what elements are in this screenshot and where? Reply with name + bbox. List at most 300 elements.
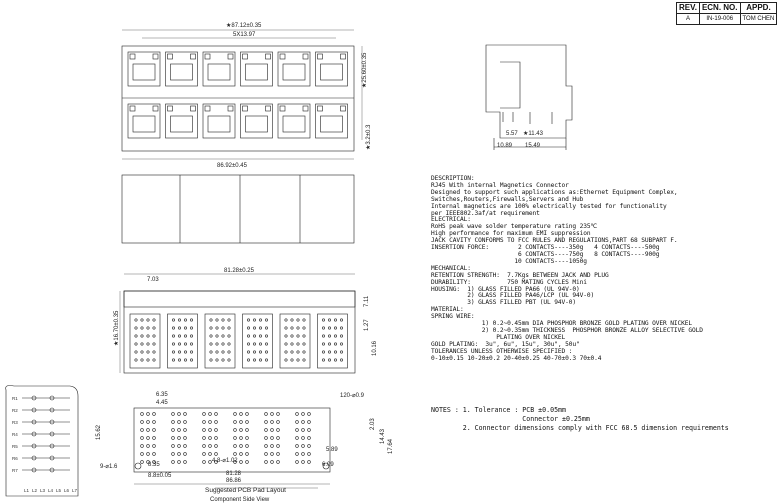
pin-hole bbox=[259, 319, 261, 321]
pin-hole bbox=[247, 359, 249, 361]
pcb-pad bbox=[308, 429, 311, 432]
pin-hole bbox=[147, 335, 149, 337]
pin-hole bbox=[340, 335, 342, 337]
pin-hole bbox=[259, 327, 261, 329]
pin-hole bbox=[184, 319, 186, 321]
pin-hole bbox=[172, 359, 174, 361]
pin-label: L7 bbox=[72, 488, 78, 493]
pin-hole bbox=[141, 327, 143, 329]
pin-hole bbox=[322, 343, 324, 345]
pin-hole bbox=[222, 335, 224, 337]
dim-port-pitch: 5X13.97 bbox=[233, 32, 256, 38]
pcb-pad bbox=[147, 421, 150, 424]
pcb-pad bbox=[203, 445, 206, 448]
dim-pcb-mount: 9-⌀1.6 bbox=[100, 464, 118, 470]
pin-hole bbox=[259, 335, 261, 337]
pcb-pad bbox=[209, 413, 212, 416]
pcb-pad bbox=[234, 429, 237, 432]
spec-line: SPRING WIRE: bbox=[431, 313, 475, 321]
spec-text bbox=[431, 176, 703, 362]
pcb-pad bbox=[203, 429, 206, 432]
pcb-pad bbox=[172, 429, 175, 432]
pin-hole bbox=[334, 327, 336, 329]
led-window bbox=[168, 54, 173, 59]
pin-hole bbox=[303, 351, 305, 353]
spec-line: 3) GLASS FILLED PBT (UL 94V-0) bbox=[431, 299, 577, 307]
pcb-pad bbox=[296, 437, 299, 440]
pin-hole bbox=[253, 327, 255, 329]
pin-hole bbox=[322, 327, 324, 329]
port-section bbox=[243, 314, 273, 368]
pcb-pad bbox=[172, 413, 175, 416]
spec-line: 0-10±0.15 10-20±0.2 20-40±0.25 40-70±0.3 70±0.4 bbox=[431, 354, 602, 362]
pin-hole bbox=[297, 359, 299, 361]
port-opening bbox=[246, 64, 268, 80]
notes-text bbox=[431, 406, 729, 433]
pcb-pad bbox=[265, 421, 268, 424]
pcb-pad bbox=[265, 413, 268, 416]
led-window bbox=[280, 106, 285, 111]
pcb-pad bbox=[302, 453, 305, 456]
pin-hole bbox=[228, 351, 230, 353]
pcb-pad bbox=[302, 429, 305, 432]
pin-hole bbox=[141, 335, 143, 337]
pin-hole bbox=[322, 359, 324, 361]
pcb-pad bbox=[147, 413, 150, 416]
pin-hole bbox=[210, 351, 212, 353]
pin-hole bbox=[210, 335, 212, 337]
pcb-pad bbox=[172, 437, 175, 440]
note-line: 2. Connector dimensions comply with FCC 68.5 dimension requirements bbox=[431, 424, 729, 432]
led-window bbox=[318, 106, 323, 111]
pcb-pad bbox=[203, 453, 206, 456]
pcb-pad bbox=[240, 421, 243, 424]
dim-pcb-left-h: 15.62 bbox=[96, 424, 102, 440]
pcb-pad bbox=[184, 461, 187, 464]
pin-hole bbox=[328, 359, 330, 361]
pin-hole bbox=[285, 359, 287, 361]
pcb-pad bbox=[240, 413, 243, 416]
pin-hole bbox=[285, 319, 287, 321]
port-opening bbox=[133, 116, 155, 132]
pcb-pad bbox=[141, 453, 144, 456]
pcb-pad bbox=[141, 461, 144, 464]
dim-pcb-h4: 2.03 bbox=[370, 418, 376, 430]
pin-hole bbox=[291, 343, 293, 345]
pcb-subcaption: Component Side View bbox=[210, 497, 270, 503]
pin-hole bbox=[247, 343, 249, 345]
pin-hole bbox=[328, 327, 330, 329]
pcb-pad bbox=[246, 445, 249, 448]
pin-hole bbox=[190, 343, 192, 345]
pin-hole bbox=[135, 319, 137, 321]
led-window bbox=[130, 106, 135, 111]
spec-line: Internal magnetics are 100% electrically tested for functionality bbox=[431, 202, 667, 210]
led-window bbox=[266, 54, 271, 59]
dim-mid-left: 7.03 bbox=[147, 277, 159, 283]
appd-header: APPD. bbox=[740, 3, 777, 14]
pin-hole bbox=[153, 343, 155, 345]
pin-hole bbox=[297, 335, 299, 337]
led-window bbox=[205, 106, 210, 111]
pcb-pad bbox=[141, 429, 144, 432]
led-window bbox=[191, 54, 196, 59]
pin-hole bbox=[222, 343, 224, 345]
pcb-pad bbox=[209, 453, 212, 456]
pin-hole bbox=[285, 343, 287, 345]
spec-line: 2) GLASS FILLED PA46/LCP (UL 94V-0) bbox=[431, 292, 595, 300]
pcb-pad bbox=[215, 437, 218, 440]
pcb-pad bbox=[246, 437, 249, 440]
pin-label: R4 bbox=[12, 432, 18, 437]
pcb-pad bbox=[296, 421, 299, 424]
pcb-pad bbox=[215, 413, 218, 416]
pin-hole bbox=[297, 343, 299, 345]
spec-line: ELECTRICAL: bbox=[431, 216, 471, 224]
pin-hole bbox=[340, 351, 342, 353]
spec-line: GOLD PLATING: 3u", 6u", 15u", 30u", 50u" bbox=[431, 340, 580, 348]
spec-line: RJ45 With internal Magnetics Connector bbox=[431, 181, 569, 189]
port-opening bbox=[133, 64, 155, 80]
pcb-pad bbox=[246, 429, 249, 432]
pcb-pad bbox=[277, 413, 280, 416]
dim-mid-r1: 7.11 bbox=[364, 295, 370, 307]
rev-value: A bbox=[677, 14, 700, 25]
spec-line: Designed to support such applications as:Ethernet Equipment Complex, bbox=[431, 188, 678, 196]
pcb-pad bbox=[147, 429, 150, 432]
pin-hole bbox=[153, 351, 155, 353]
pin-hole bbox=[216, 335, 218, 337]
pcb-pad bbox=[296, 413, 299, 416]
pin-hole bbox=[184, 351, 186, 353]
led-window bbox=[130, 54, 135, 59]
pin-hole bbox=[322, 335, 324, 337]
spec-line: 1) 0.2~0.45mm DIA PHOSPHOR BRONZE GOLD PLATING OVER NICKEL bbox=[431, 320, 693, 328]
pcb-pad bbox=[302, 413, 305, 416]
pcb-pad bbox=[308, 421, 311, 424]
pin-hole bbox=[222, 359, 224, 361]
led-window bbox=[341, 106, 346, 111]
pin-hole bbox=[297, 327, 299, 329]
pin-hole bbox=[291, 351, 293, 353]
pcb-pad bbox=[209, 429, 212, 432]
pcb-pad bbox=[308, 445, 311, 448]
pcb-pad bbox=[271, 437, 274, 440]
pcb-pad bbox=[172, 445, 175, 448]
pin-hole bbox=[216, 343, 218, 345]
pcb-pad bbox=[153, 437, 156, 440]
pin-hole bbox=[210, 343, 212, 345]
pin-hole bbox=[291, 335, 293, 337]
pin-label: R6 bbox=[12, 456, 18, 461]
led-window bbox=[341, 54, 346, 59]
pin-hole bbox=[291, 327, 293, 329]
pcb-pad bbox=[234, 437, 237, 440]
pcb-pad bbox=[302, 461, 305, 464]
pcb-pad bbox=[178, 429, 181, 432]
pin-hole bbox=[141, 343, 143, 345]
spec-line: PLATING OVER NICKEL bbox=[431, 333, 566, 341]
pcb-pad bbox=[277, 421, 280, 424]
led-window bbox=[228, 106, 233, 111]
pin-hole bbox=[172, 335, 174, 337]
pcb-caption: Suggested PCB Pad Layout bbox=[205, 487, 286, 494]
pin-hole bbox=[247, 351, 249, 353]
dim-base-width: 86.92±0.45 bbox=[217, 163, 247, 169]
pin-hole bbox=[222, 327, 224, 329]
port-opening bbox=[246, 116, 268, 132]
pin-hole bbox=[265, 319, 267, 321]
pcb-pad bbox=[271, 421, 274, 424]
pin-hole bbox=[135, 359, 137, 361]
pcb-pad bbox=[265, 453, 268, 456]
pcb-pad bbox=[277, 453, 280, 456]
pin-hole bbox=[247, 327, 249, 329]
port-section bbox=[205, 314, 235, 368]
pin-hole bbox=[184, 359, 186, 361]
pcb-pad bbox=[240, 445, 243, 448]
led-window bbox=[168, 106, 173, 111]
dim-pcb-r2: 6.09 bbox=[322, 462, 334, 468]
pin-hole bbox=[328, 351, 330, 353]
pcb-pad bbox=[203, 413, 206, 416]
pcb-pad bbox=[296, 461, 299, 464]
pcb-pad bbox=[308, 413, 311, 416]
note-line: NOTES : 1. Tolerance : PCB ±0.05mm bbox=[431, 406, 566, 414]
dim-mid-width: 81.28±0.25 bbox=[224, 268, 254, 274]
pcb-pad bbox=[147, 445, 150, 448]
pcb-pad bbox=[184, 453, 187, 456]
pcb-pad bbox=[265, 461, 268, 464]
pin-hole bbox=[147, 327, 149, 329]
dim-pcb-pitch-a: 81.28 bbox=[226, 471, 242, 477]
spec-line: 6 CONTACTS----750g 8 CONTACTS----900g bbox=[431, 250, 660, 258]
pcb-pad bbox=[296, 429, 299, 432]
pin-hole bbox=[135, 335, 137, 337]
led-window bbox=[318, 54, 323, 59]
led-window bbox=[243, 106, 248, 111]
pin-hole bbox=[216, 359, 218, 361]
dim-pcb-h2: 14.43 bbox=[380, 428, 386, 444]
pcb-pad bbox=[271, 413, 274, 416]
schematic bbox=[6, 386, 78, 497]
pin-hole bbox=[172, 327, 174, 329]
pcb-pad bbox=[302, 445, 305, 448]
spec-line: 2) 0.2~0.35mm THICKNESS PHOSPHOR BRONZE ALLOY SELECTIVE GOLD bbox=[431, 326, 703, 334]
pin-hole bbox=[228, 335, 230, 337]
port-section bbox=[130, 314, 160, 368]
mount-hole bbox=[135, 463, 141, 469]
pcb-pad bbox=[172, 421, 175, 424]
spec-line: INSERTION FORCE: 2 CONTACTS----350g 4 CONTACTS----500g bbox=[431, 244, 660, 252]
pin-label: L5 bbox=[56, 488, 62, 493]
pin-label: R7 bbox=[12, 468, 18, 473]
pin-label: L1 bbox=[24, 488, 30, 493]
pin-hole bbox=[303, 343, 305, 345]
pcb-pad bbox=[234, 453, 237, 456]
pcb-pad bbox=[209, 445, 212, 448]
pin-hole bbox=[153, 359, 155, 361]
pcb-pad bbox=[209, 437, 212, 440]
spec-line: TOLERANCES UNLESS OTHERWISE SPECIFIED : bbox=[431, 347, 573, 355]
pin-hole bbox=[178, 351, 180, 353]
pin-hole bbox=[147, 343, 149, 345]
pin-hole bbox=[322, 319, 324, 321]
pin-hole bbox=[334, 343, 336, 345]
pin-hole bbox=[178, 319, 180, 321]
pcb-pad bbox=[215, 429, 218, 432]
pcb-pad bbox=[178, 461, 181, 464]
spec-line: RoHS peak wave solder temperature rating 235℃ bbox=[431, 223, 598, 231]
dim-pcb-holes: 120-⌀0.9 bbox=[340, 393, 364, 399]
pin-hole bbox=[172, 343, 174, 345]
spec-line: per IEEE802.3af/at requirement bbox=[431, 209, 540, 217]
pcb-pad bbox=[277, 429, 280, 432]
pcb-pad bbox=[153, 429, 156, 432]
dim-pcb-r1: 5.89 bbox=[326, 447, 338, 453]
pin-hole bbox=[253, 343, 255, 345]
pin-label: L3 bbox=[40, 488, 46, 493]
spec-line: MECHANICAL: bbox=[431, 264, 471, 272]
dim-side-depth: 15.49 bbox=[525, 143, 541, 149]
pin-hole bbox=[184, 335, 186, 337]
pin-hole bbox=[285, 327, 287, 329]
pin-hole bbox=[303, 319, 305, 321]
pcb-pad bbox=[215, 453, 218, 456]
pcb-pad bbox=[271, 445, 274, 448]
pin-hole bbox=[222, 319, 224, 321]
pin-hole bbox=[172, 319, 174, 321]
pin-hole bbox=[297, 319, 299, 321]
pin-hole bbox=[259, 351, 261, 353]
pin-label: R3 bbox=[12, 420, 18, 425]
pin-hole bbox=[297, 351, 299, 353]
port-opening bbox=[321, 64, 343, 80]
pin-hole bbox=[328, 335, 330, 337]
led-window bbox=[153, 54, 158, 59]
mid-view bbox=[124, 291, 355, 373]
pcb-pad bbox=[234, 413, 237, 416]
pin-hole bbox=[340, 343, 342, 345]
pin-hole bbox=[334, 351, 336, 353]
pcb-pad bbox=[215, 421, 218, 424]
ecn-value: IN-19-006 bbox=[699, 14, 740, 25]
pcb-pad bbox=[141, 437, 144, 440]
pin-hole bbox=[153, 327, 155, 329]
pin-hole bbox=[265, 351, 267, 353]
pcb-pad bbox=[209, 461, 212, 464]
pcb-pad bbox=[308, 461, 311, 464]
pcb-pad bbox=[215, 445, 218, 448]
dim-small-height: ★3.2±0.3 bbox=[366, 124, 372, 150]
port-section bbox=[318, 314, 348, 368]
pin-label: L2 bbox=[32, 488, 38, 493]
pin-hole bbox=[190, 319, 192, 321]
pcb-pad bbox=[153, 421, 156, 424]
pcb-pad bbox=[153, 413, 156, 416]
pin-hole bbox=[135, 343, 137, 345]
led-window bbox=[266, 106, 271, 111]
pin-hole bbox=[216, 351, 218, 353]
pin-hole bbox=[247, 319, 249, 321]
pin-hole bbox=[303, 327, 305, 329]
pcb-pad bbox=[271, 429, 274, 432]
pcb-pad bbox=[302, 437, 305, 440]
pcb-pad bbox=[296, 445, 299, 448]
pin-hole bbox=[265, 343, 267, 345]
pcb-pad bbox=[172, 453, 175, 456]
pin-hole bbox=[210, 319, 212, 321]
spec-line: High performance for maximum EMI suppression bbox=[431, 230, 591, 238]
pin-hole bbox=[190, 351, 192, 353]
pin-hole bbox=[222, 351, 224, 353]
pin-hole bbox=[216, 319, 218, 321]
pin-hole bbox=[135, 327, 137, 329]
spec-line: Switches,Routers,Firewalls,Servers and Hub bbox=[431, 195, 584, 203]
dim-pcb-h3: 17.64 bbox=[388, 438, 394, 454]
pin-label: L4 bbox=[48, 488, 54, 493]
pin-hole bbox=[285, 351, 287, 353]
dim-side-c: ★11.43 bbox=[523, 131, 543, 137]
ecn-header: ECN. NO. bbox=[699, 3, 740, 14]
pin-hole bbox=[210, 359, 212, 361]
rev-header: REV. bbox=[677, 3, 700, 14]
pin-hole bbox=[228, 327, 230, 329]
pin-hole bbox=[147, 359, 149, 361]
pcb-pad bbox=[209, 421, 212, 424]
pcb-pad bbox=[246, 461, 249, 464]
pin-hole bbox=[141, 351, 143, 353]
dim-pcb-pin-a: 8.35 bbox=[148, 462, 160, 468]
pin-hole bbox=[303, 359, 305, 361]
port-opening bbox=[208, 64, 230, 80]
dim-mid-height: ★16.70±0.35 bbox=[114, 310, 120, 346]
pcb-pad bbox=[277, 461, 280, 464]
led-window bbox=[153, 106, 158, 111]
pcb-pad bbox=[178, 453, 181, 456]
pcb-pad bbox=[178, 421, 181, 424]
port-opening bbox=[321, 116, 343, 132]
pcb-pad bbox=[178, 437, 181, 440]
pcb-pad bbox=[153, 453, 156, 456]
pcb-pad bbox=[240, 429, 243, 432]
pin-hole bbox=[228, 343, 230, 345]
port-opening bbox=[283, 116, 305, 132]
pin-hole bbox=[328, 319, 330, 321]
dim-pcb-pin-b: 8.8±0.05 bbox=[148, 473, 172, 479]
pcb-pad bbox=[265, 437, 268, 440]
pin-hole bbox=[265, 327, 267, 329]
pcb-pad bbox=[203, 421, 206, 424]
pin-label: R5 bbox=[12, 444, 18, 449]
pcb-pad bbox=[240, 437, 243, 440]
pcb-pad bbox=[203, 461, 206, 464]
dim-pcb-top-b: 4.45 bbox=[156, 400, 168, 406]
pin-hole bbox=[322, 351, 324, 353]
pin-hole bbox=[135, 351, 137, 353]
pcb-pad bbox=[277, 437, 280, 440]
pin-hole bbox=[210, 327, 212, 329]
appd-value: TOM CHEN bbox=[740, 14, 777, 25]
led-window bbox=[243, 54, 248, 59]
port-opening bbox=[283, 64, 305, 80]
dim-mid-r2: 1.27 bbox=[364, 319, 370, 331]
pcb-pad bbox=[296, 453, 299, 456]
pin-hole bbox=[265, 359, 267, 361]
dim-side-a: 10.89 bbox=[497, 143, 513, 149]
pcb-pad bbox=[308, 453, 311, 456]
pcb-pad bbox=[147, 437, 150, 440]
